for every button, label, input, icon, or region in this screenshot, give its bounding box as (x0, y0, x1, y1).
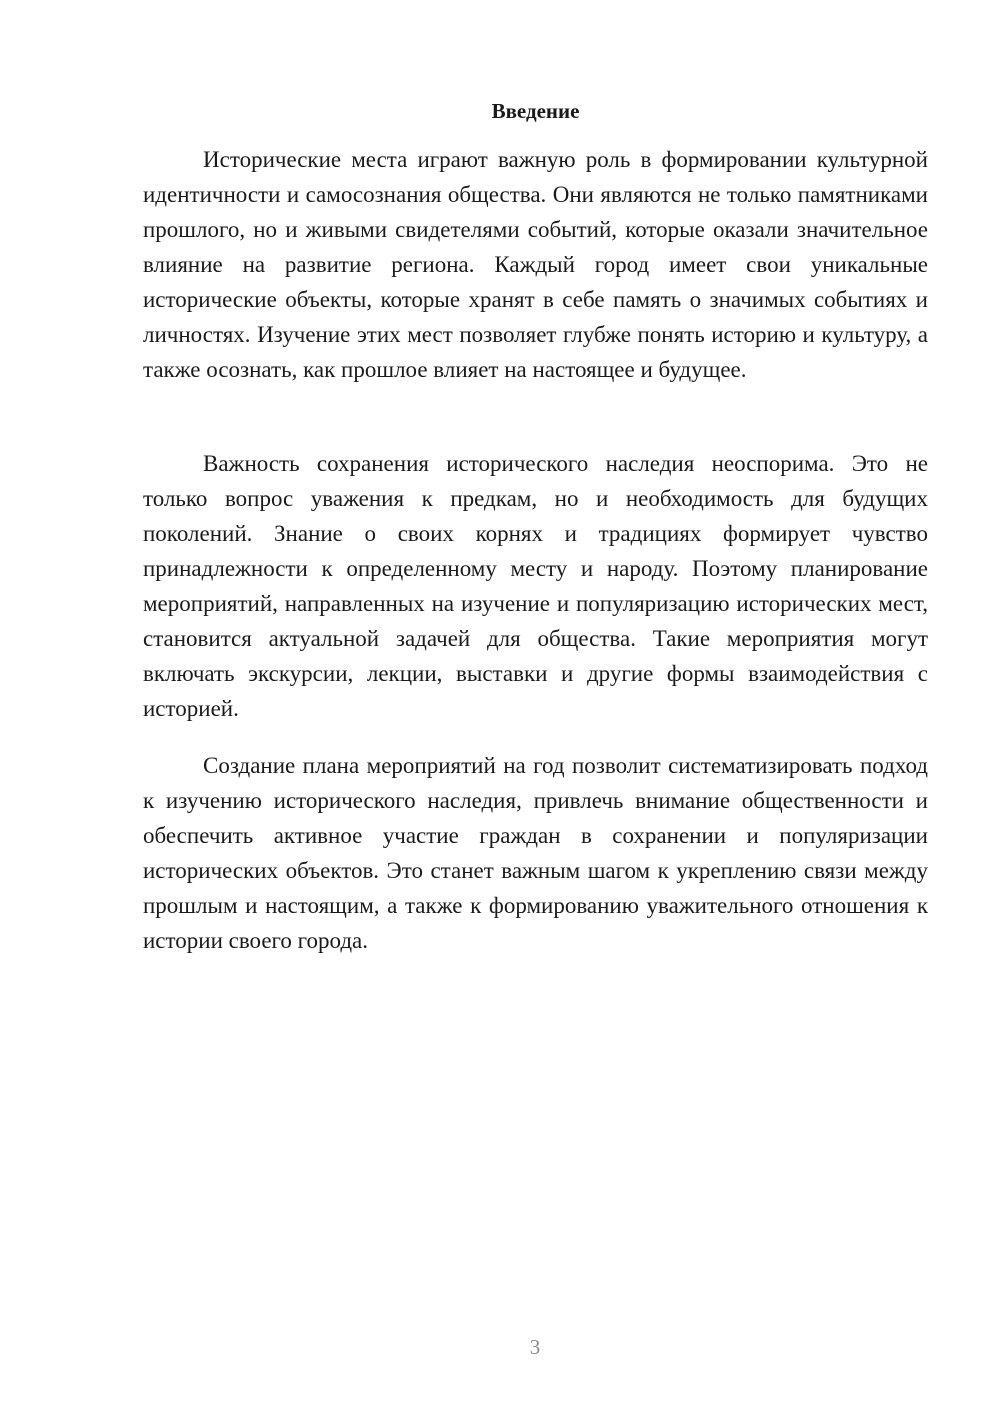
page-number: 3 (529, 1335, 541, 1359)
paragraph-historical-places: Исторические места играют важную роль в формировании культурной идентичности и самосознания общества. Они являются не только памятниками прошлого, но и живыми свидетелями событий, которые оказали значительное влияние на развитие региона. Каждый город имеет свои уникальные исторические объекты, которые хранят в себе память о значимых событиях и личностях. Изучение этих мест позволяет глубже понять историю и культуру, а также осознать, как прошлое влияет на настоящее и будущее. (143, 147, 928, 382)
page-title: Введение (491, 99, 580, 123)
paragraph-annual-plan: Создание плана мероприятий на год позволит систематизировать подход к изучению исторического наследия, привлечь внимание общественности и обеспечить активное участие граждан в сохранении и популяризации исторических объектов. Это станет важным шагом к укреплению связи между прошлым и настоящим, а также к формированию уважительного отношения к истории своего города. (143, 753, 928, 953)
paragraph-heritage-preservation: Важность сохранения исторического наследия неоспорима. Это не только вопрос уважения к предкам, но и необходимость для будущих поколений. Знание о своих корнях и традициях формирует чувство принадлежности к определенному месту и народу. Поэтому планирование мероприятий, направленных на изучение и популяризацию исторических мест, становится актуальной задачей для общества. Такие мероприятия могут включать экскурсии, лекции, выставки и другие формы взаимодействия с историей. (143, 451, 928, 721)
